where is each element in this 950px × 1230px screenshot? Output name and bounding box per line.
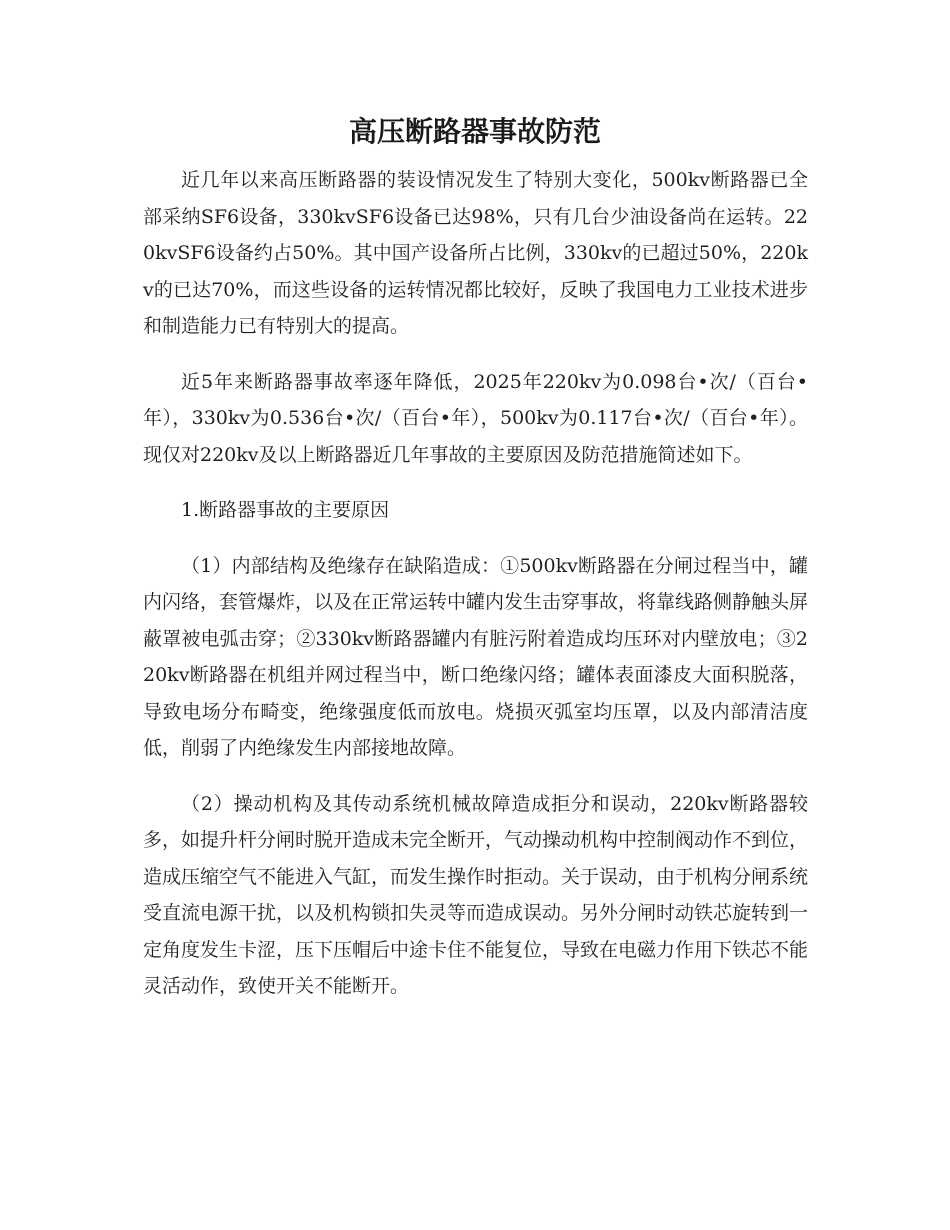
- document-body: [143, 162, 808, 1024]
- paragraph-cause-mechanism-failure: （2）操动机构及其传动系统机械故障造成拒分和误动，220kv断路器较多，如提升杆分闸时脱开造成未完全断开，气动操动机构中控制阀动作不到位，造成压缩空气不能进入气缸，而发生操作时拒动。关于误动，由于机构分闸系统受直流电源干扰，以及机构锁扣失灵等而造成误动。另外分闸时动铁芯旋转到一定角度发生卡涩，压下压帽后中途卡住不能复位，导致在电磁力作用下铁芯不能灵活动作，致使开关不能断开。: [143, 792, 809, 997]
- document-title: 高压断路器事故防范: [348, 115, 601, 148]
- paragraph-cause-internal-structure: （1）内部结构及绝缘存在缺陷造成：①500kv断路器在分闸过程当中，罐内闪络，套管爆炸，以及在正常运转中罐内发生击穿事故，将靠线路侧静触头屏蔽罩被电弧击穿；②330kv断路器罐内有脏污附着造成均压环对内壁放电；③220kv断路器在机组并网过程当中，断口绝缘闪络；罐体表面漆皮大面积脱落，导致电场分布畸变，绝缘强度低而放电。烧损灭弧室均压罩，以及内部清洁度低，削弱了内绝缘发生内部接地故障。: [143, 554, 809, 759]
- section-heading-main-causes: 1.断路器事故的主要原因: [181, 499, 390, 521]
- paragraph-intro: 近几年以来高压断路器的装设情况发生了特别大变化，500kv断路器已全部采纳SF6设备，330kvSF6设备已达98%，只有几台少油设备尚在运转。220kvSF6设备约占50%。其中国产设备所占比例，330kv的已超过50%，220kv的已达70%，而这些设备的运转情况都比较好，反映了我国电力工业技术进步和制造能力已有特别大的提高。: [143, 169, 808, 337]
- paragraph-accident-rate: 近5年来断路器事故率逐年降低，2025年220kv为0.098台•次/（百台•年），330kv为0.536台•次/（百台•年），500kv为0.117台•次/（百台•年）。现仅对220kv及以上断路器近几年事故的主要原因及防范措施简述如下。: [143, 370, 808, 466]
